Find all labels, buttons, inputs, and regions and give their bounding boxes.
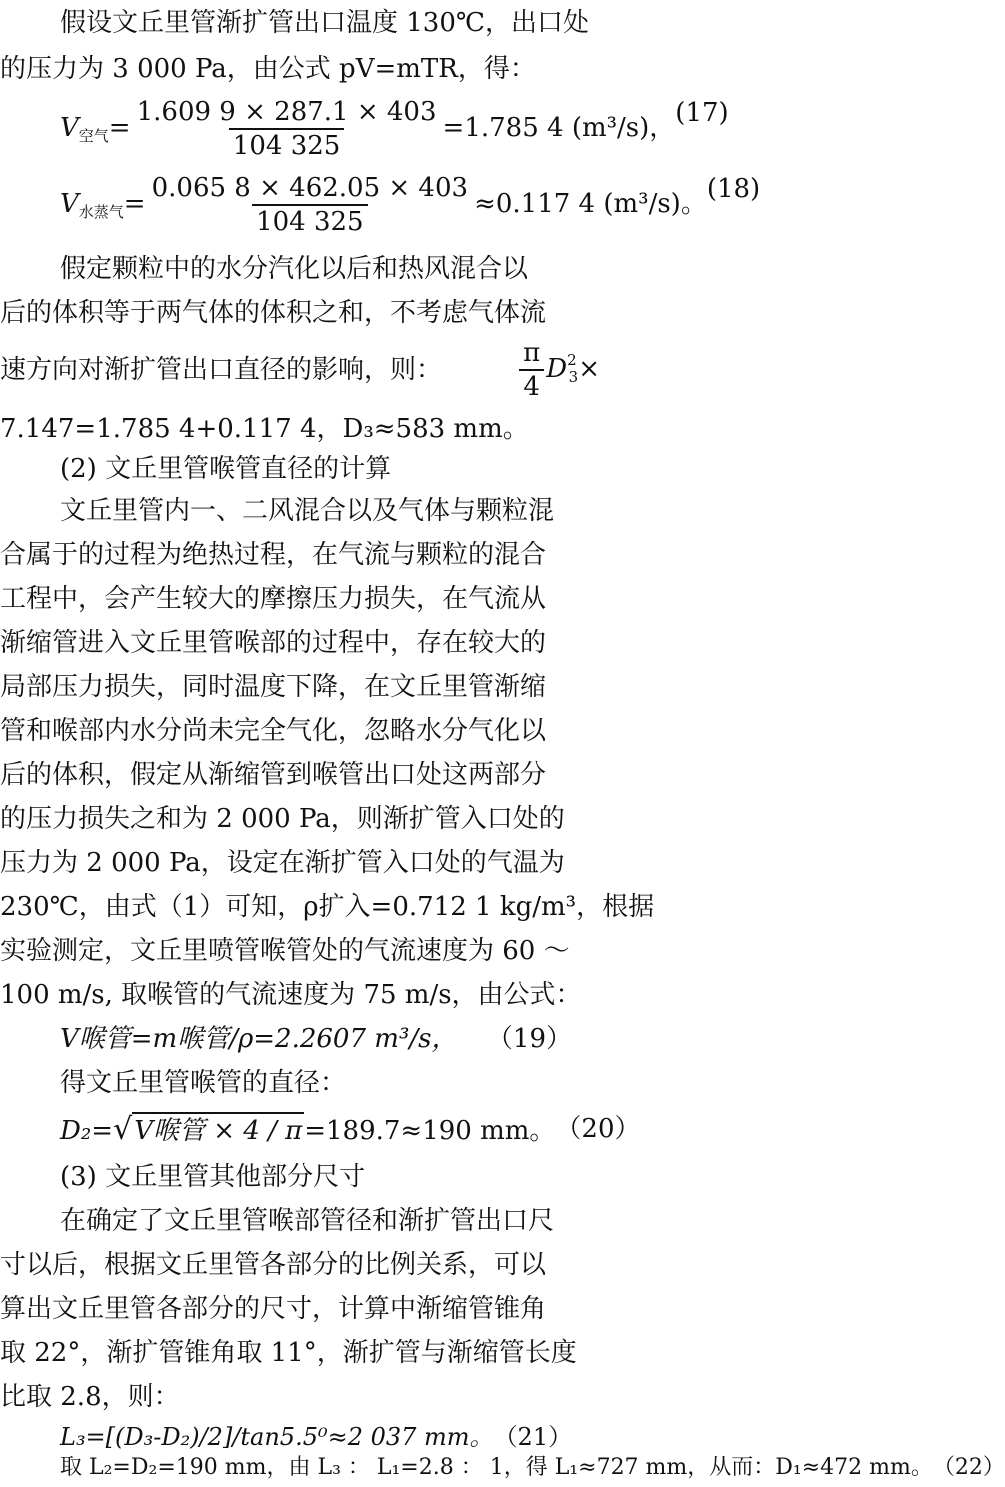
text-line: 速方向对渐扩管出口直径的影响，则：	[0, 355, 443, 385]
text-line: 假设文丘里管渐扩管出口温度 130℃，出口处	[60, 8, 589, 38]
formula-21	[0, 1420, 600, 1454]
text-line: 实验测定，文丘里喷管喉管处的气流速度为 60 ～	[0, 936, 570, 966]
equation-number: (17)	[675, 98, 729, 128]
formula-rhs: =1.785 4 (m³/s)，	[442, 113, 676, 143]
text-line: 7.147=1.785 4+0.117 4，D₃≈583 mm。	[0, 414, 529, 444]
fraction-denominator: 4	[519, 369, 544, 403]
text-line: 渐缩管进入文丘里管喉部的过程中，存在较大的	[0, 628, 547, 658]
formula-18: $V_{水蒸气}=$ $\frac{0.065 8 \times 462.05 \times 403}{104 325}$ ≈0.117 4 (m³/s)。 (18)	[0, 172, 600, 254]
text-line: 230℃，由式（1）可知，ρ扩入=0.712 1 kg/m³，根据	[0, 892, 655, 922]
pi-fraction-expression	[517, 337, 600, 403]
formula-lhs-sub: 空气	[78, 127, 109, 145]
fraction-numerator: 0.065 8 × 462.05 × 403	[151, 173, 469, 203]
section-heading: (3) 文丘里管其他部分尺寸	[60, 1162, 366, 1192]
text-line-with-fraction	[0, 332, 600, 408]
text-line: 管和喉部内水分尚未完全气化，忽略水分气化以	[0, 716, 547, 746]
equation-number: （20）	[555, 1114, 641, 1144]
subscript: 3	[568, 368, 579, 386]
formula-19	[0, 1022, 600, 1058]
text-line: 的压力损失之和为 2 000 Pa，则渐扩管入口处的	[0, 804, 565, 834]
operator: ×	[578, 354, 600, 384]
text-line: D₁≈472 mm。	[775, 1455, 933, 1480]
text-line: 取 22°，渐扩管锥角取 11°，渐扩管与渐缩管长度	[0, 1338, 577, 1368]
text-line: 由 L₃ ： L₁=2.8 ： 1，得 L₁≈727 mm，从而：	[288, 1455, 776, 1480]
fraction-denominator: 104 325	[252, 204, 368, 238]
text-line: 比取 2.8，则：	[0, 1382, 180, 1412]
text-line: 后的体积，假定从渐缩管到喉管出口处这两部分	[0, 760, 547, 790]
formula-lhs: V	[60, 113, 79, 143]
fraction	[519, 337, 544, 403]
text-line: 局部压力损失，同时温度下降，在文丘里管渐缩	[0, 672, 547, 702]
formula-rhs: ≈0.117 4 (m³/s)。	[474, 189, 707, 219]
superscript: 2	[567, 351, 577, 369]
formula-text: L₃=[(D₃-D₂)/2]/tan5.5⁰≈2 037 mm。	[60, 1423, 494, 1451]
closing-lines	[0, 1452, 1005, 1486]
equation-number: （22）	[932, 1455, 1005, 1480]
equation-number: (18)	[706, 174, 761, 204]
text-line: 后的体积等于两气体的体积之和，不考虑气体流	[0, 298, 547, 328]
equation-number: （21）	[493, 1423, 573, 1451]
formula-lhs: V	[60, 189, 79, 219]
text-line: 得文丘里管喉管的直径：	[60, 1068, 347, 1098]
formula-lhs-sub: 水蒸气	[78, 203, 124, 221]
fraction-numerator: 1.609 9 × 287.1 × 403	[136, 97, 437, 127]
fraction-numerator: π	[523, 338, 541, 368]
text-line: 寸以后，根据文丘里管各部分的比例关系，可以	[0, 1250, 547, 1280]
section-heading: (2) 文丘里管喉管直径的计算	[60, 454, 392, 484]
text-line: 合属于的过程为绝热过程，在气流与颗粒的混合	[0, 540, 547, 570]
fraction	[148, 172, 472, 238]
text-line: 工程中，会产生较大的摩擦压力损失，在气流从	[0, 584, 547, 614]
text-line: 算出文丘里管各部分的尺寸，计算中渐缩管锥角	[0, 1294, 547, 1324]
text-line: 压力为 2 000 Pa，设定在渐扩管入口处的气温为	[0, 848, 565, 878]
text-line: 的压力为 3 000 Pa，由公式 pV=mTR，得：	[0, 54, 536, 84]
formula-20	[0, 1112, 641, 1156]
fraction	[133, 96, 441, 162]
variable: D	[546, 354, 568, 384]
formula-17: $V_{空气}=$ $\frac{1.609 9 \times 287.1 \times 403}{104 325}$ =1.785 4 (m³/s)， (17)	[0, 96, 600, 178]
text-line: 文丘里管内一、二风混合以及气体与颗粒混	[60, 496, 555, 526]
text-line: 在确定了文丘里管喉部管径和渐扩管出口尺	[60, 1206, 555, 1236]
text-line: 100 m/s, 取喉管的气流速度为 75 m/s，由公式：	[0, 980, 582, 1010]
equation-number: （19）	[486, 1024, 572, 1054]
radicand: V喉管 × 4 / π	[132, 1112, 304, 1148]
text-line: 取 L₂=D₂=190 mm，	[60, 1455, 289, 1480]
sqrt-symbol: √	[113, 1112, 133, 1147]
formula-lhs: D₂=	[60, 1116, 114, 1146]
text-line: 假定颗粒中的水分汽化以后和热风混合以	[60, 254, 529, 284]
fraction-denominator: 104 325	[229, 128, 345, 162]
formula-rhs: =189.7≈190 mm。	[304, 1116, 556, 1146]
formula-text: V喉管=m喉管/ρ=2.2607 m³/s，	[60, 1024, 458, 1054]
